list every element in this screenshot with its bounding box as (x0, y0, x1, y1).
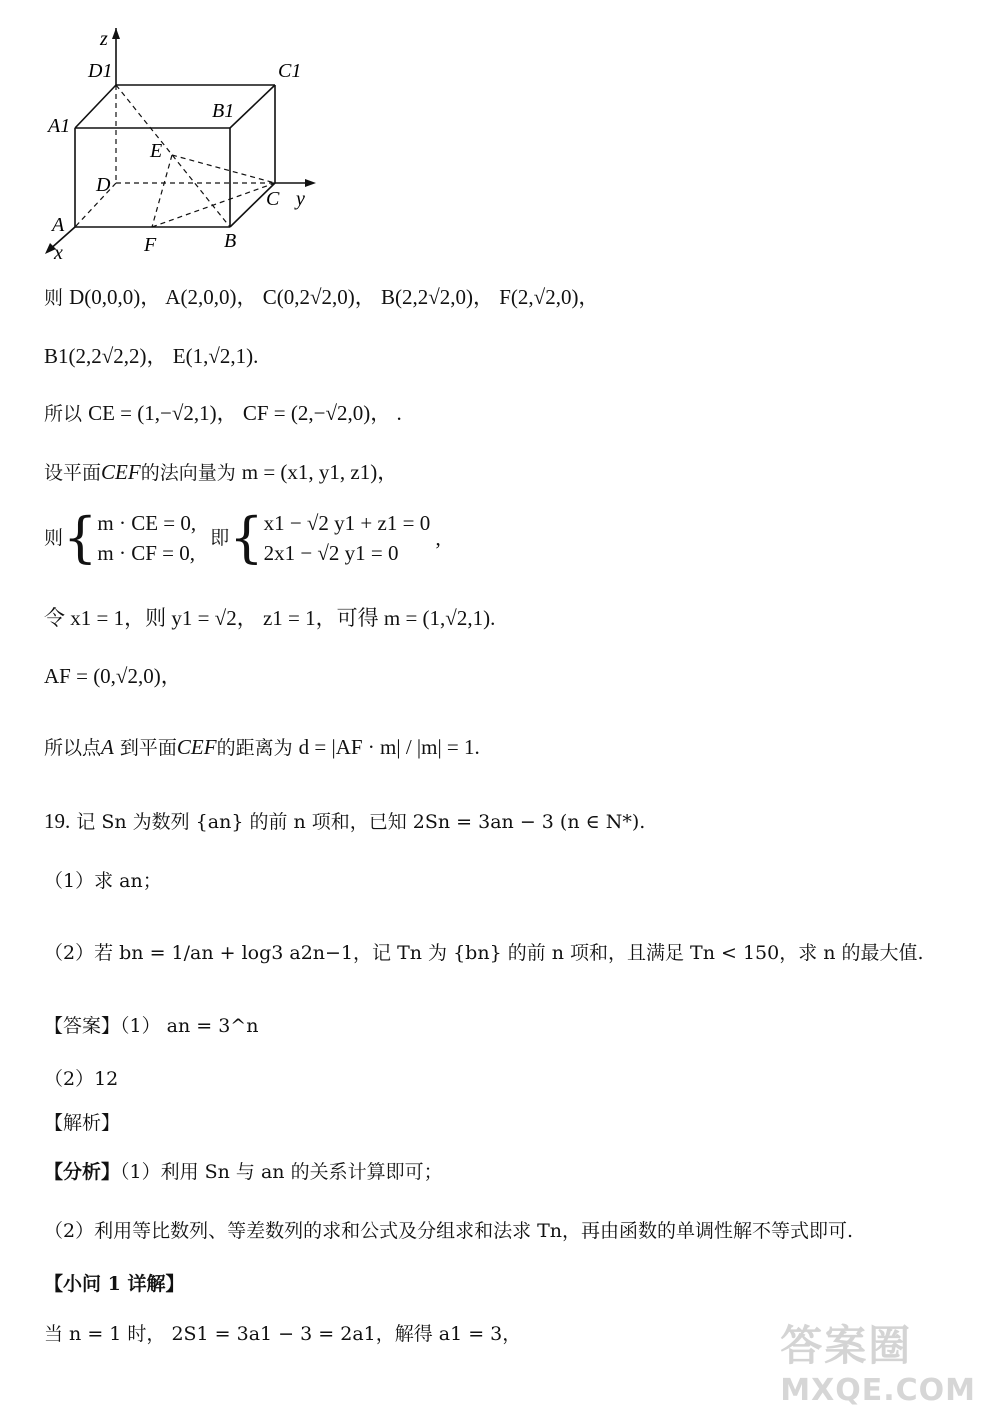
label-y: y (296, 188, 305, 210)
problem-19-stem: 19. 记 Sn 为数列 {an} 的前 n 项和，已知 2Sn = 3an − 3 (n ∈ N*). (44, 809, 646, 833)
coords-line-1: 则 D(0,0,0)， A(2,0,0)， C(0,2√2,0)， B(2,2√2,0)， F(2,√2,0)， (44, 285, 600, 309)
analysis-label: 【解析】 (44, 1112, 121, 1134)
distance-line: 所以点A 到平面CEF的距离为 d = |AF · m| / |m| = 1. (44, 735, 480, 759)
label-x: x (54, 242, 63, 264)
equation-2: m · CF = 0, (97, 541, 195, 565)
normal-vector-line: 设平面CEF的法向量为 m = (x1, y1, z1)， (44, 460, 399, 484)
equation-3: x1 − √2 y1 + z1 = 0 (263, 511, 431, 535)
label-z: z (100, 28, 108, 50)
equation-1: m · CE = 0, (97, 511, 197, 535)
label-b: B (224, 230, 237, 252)
label-e: E (150, 140, 163, 162)
detail-label: 【小问 1 详解】 (44, 1273, 185, 1295)
watermark-url: MXQE.COM (780, 1373, 976, 1408)
label-a: A (52, 214, 65, 236)
detail-line: 当 n = 1 时， 2S1 = 3a1 − 3 = 2a1，解得 a1 = 3， (44, 1323, 522, 1345)
fenxi-line-2: （2）利用等比数列、等差数列的求和公式及分组求和法求 Tn，再由函数的单调性解不等式即可. (44, 1220, 854, 1242)
watermark-logo-text: 答案圈 (780, 1321, 913, 1370)
question-2: （2）若 bn = 1/an + log3 a2n−1，记 Tn 为 {bn} 的前 n 项和，且满足 Tn < 150，求 n 的最大值. (44, 942, 924, 964)
coords-line-2: B1(2,2√2,2)， E(1,√2,1). (44, 344, 259, 368)
label-a1: A1 (48, 115, 71, 137)
label-d: D (96, 174, 111, 196)
label-c1: C1 (278, 60, 302, 82)
equation-4: 2x1 − √2 y1 = 0 (263, 541, 399, 565)
equation-system: 则{ m · CE = 0, m · CF = 0, 即{ x1 − √2 y1 + z1 = 0 2x1 − √2 y1 = 0 , (44, 506, 441, 569)
cuboid-figure (40, 25, 370, 290)
af-line: AF = (0,√2,0)， (44, 664, 182, 688)
vectors-line: 所以 CE = (1,−√2,1)， CF = (2,−√2,0)， . (44, 401, 402, 425)
answer-line-1: 【答案】（1） an = 3^n (44, 1015, 259, 1037)
label-d1: D1 (88, 60, 113, 82)
label-f: F (144, 234, 157, 256)
label-b1: B1 (212, 100, 235, 122)
question-1: （1）求 an； (44, 870, 162, 892)
label-c: C (266, 188, 280, 210)
let-line: 令 x1 = 1，则 y1 = √2， z1 = 1，可得 m = (1,√2,1). (44, 606, 496, 630)
answer-line-2: （2）12 (44, 1068, 119, 1090)
fenxi-line-1: 【分析】（1）利用 Sn 与 an 的关系计算即可； (44, 1161, 443, 1183)
watermark (780, 1313, 976, 1408)
